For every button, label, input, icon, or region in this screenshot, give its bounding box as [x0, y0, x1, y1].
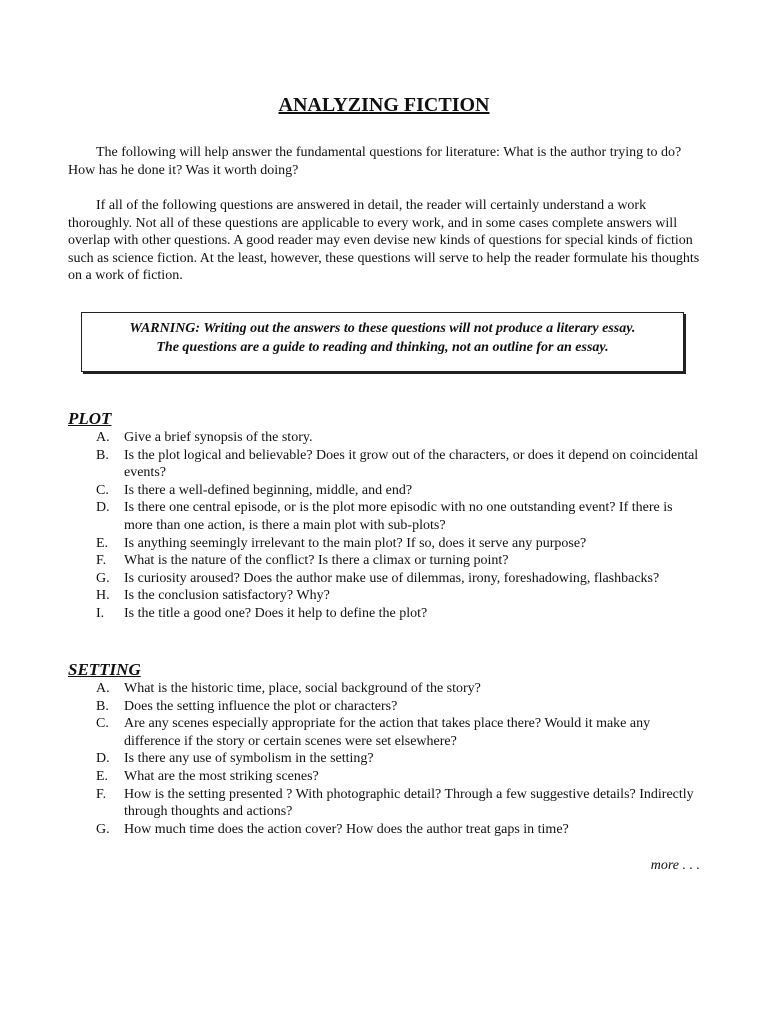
setting-question-item	[68, 768, 700, 786]
plot-question-item	[68, 570, 700, 588]
setting-question-item	[68, 786, 700, 821]
question-text: Is the title a good one? Does it help to define the plot?	[124, 605, 428, 621]
plot-question-item	[68, 587, 700, 605]
question-text: Give a brief synopsis of the story.	[124, 430, 313, 445]
question-text: What are the most striking scenes?	[124, 768, 319, 784]
question-letter: D.	[96, 751, 110, 767]
warning-line-1: WARNING: Writing out the answers to these questions will not produce a literary essay.	[129, 321, 636, 336]
warning-box	[81, 312, 684, 372]
question-letter: G.	[96, 821, 110, 837]
question-letter: I.	[96, 605, 105, 621]
plot-question-item	[68, 499, 700, 534]
question-letter: D.	[96, 500, 110, 516]
setting-question-item	[68, 821, 700, 839]
plot-question-item	[68, 482, 700, 500]
question-letter: A.	[96, 430, 110, 445]
question-text: Is there a well-defined beginning, middle, and end?	[124, 482, 413, 498]
question-text: Are any scenes especially appropriate for the action that takes place there? Would it make any difference if the story or certain scenes were set elsewhere?	[124, 716, 651, 749]
more-indicator: more . . .	[650, 858, 700, 873]
setting-question-item	[68, 680, 700, 698]
question-letter: F.	[96, 786, 107, 802]
question-text: Is there any use of symbolism in the setting?	[124, 751, 374, 767]
page-title: ANALYZING FICTION	[278, 94, 490, 116]
question-text: How is the setting presented ? With photographic detail? Through a few suggestive details? Indirectly through thoughts and actions?	[124, 786, 694, 820]
question-letter: H.	[96, 588, 110, 604]
plot-question-item	[68, 447, 700, 482]
question-text: Is the plot logical and believable? Does it grow out of the characters, or does it depend on coincidental events?	[124, 447, 699, 481]
question-text: What is the nature of the conflict? Is there a climax or turning point?	[124, 553, 509, 569]
plot-heading: PLOT	[68, 409, 112, 428]
question-letter: G.	[96, 570, 110, 586]
question-letter: A.	[96, 681, 110, 696]
setting-question-item	[68, 698, 700, 716]
warning-line-2: The questions are a guide to reading and thinking, not an outline for an essay.	[156, 340, 609, 355]
question-letter: C.	[96, 716, 109, 732]
plot-question-item	[68, 605, 700, 623]
question-letter: E.	[96, 768, 109, 784]
question-letter: B.	[96, 698, 109, 714]
setting-question-item	[68, 750, 700, 768]
plot-question-list	[68, 429, 700, 623]
question-letter: B.	[96, 447, 109, 463]
question-text: Is curiosity aroused? Does the author make use of dilemmas, irony, foreshadowing, flashbacks?	[124, 570, 660, 586]
intro-paragraph-1: The following will help answer the fundamental questions for literature: What is the author trying to do? How has he done it? Was it worth doing?	[68, 145, 682, 178]
setting-question-item	[68, 715, 700, 750]
plot-question-item	[68, 535, 700, 553]
question-text: Does the setting influence the plot or characters?	[124, 698, 398, 714]
question-letter: E.	[96, 535, 109, 551]
setting-heading: SETTING	[68, 660, 141, 679]
question-text: Is anything seemingly irrelevant to the main plot? If so, does it serve any purpose?	[124, 535, 587, 551]
question-text: Is the conclusion satisfactory? Why?	[124, 588, 330, 604]
intro-paragraph-2: If all of the following questions are answered in detail, the reader will certainly understand a work thoroughly. Not all of these questions are applicable to every work, and in some cases complete answers will overlap with other questions. A good reader may even devise new kinds of questions for special kinds of fiction such as science fiction. At the least, however, these questions will serve to help the reader formulate his thoughts on a work of fiction.	[68, 198, 700, 284]
question-text: What is the historic time, place, social background of the story?	[124, 681, 481, 696]
setting-question-list	[68, 680, 700, 838]
question-text: Is there one central episode, or is the plot more episodic with no one outstanding event? If there is more than one action, is there a main plot with sub-plots?	[124, 500, 673, 533]
question-text: How much time does the action cover? How does the author treat gaps in time?	[124, 821, 569, 837]
question-letter: C.	[96, 482, 109, 498]
question-letter: F.	[96, 553, 107, 569]
plot-question-item	[68, 552, 700, 570]
plot-question-item	[68, 429, 700, 447]
